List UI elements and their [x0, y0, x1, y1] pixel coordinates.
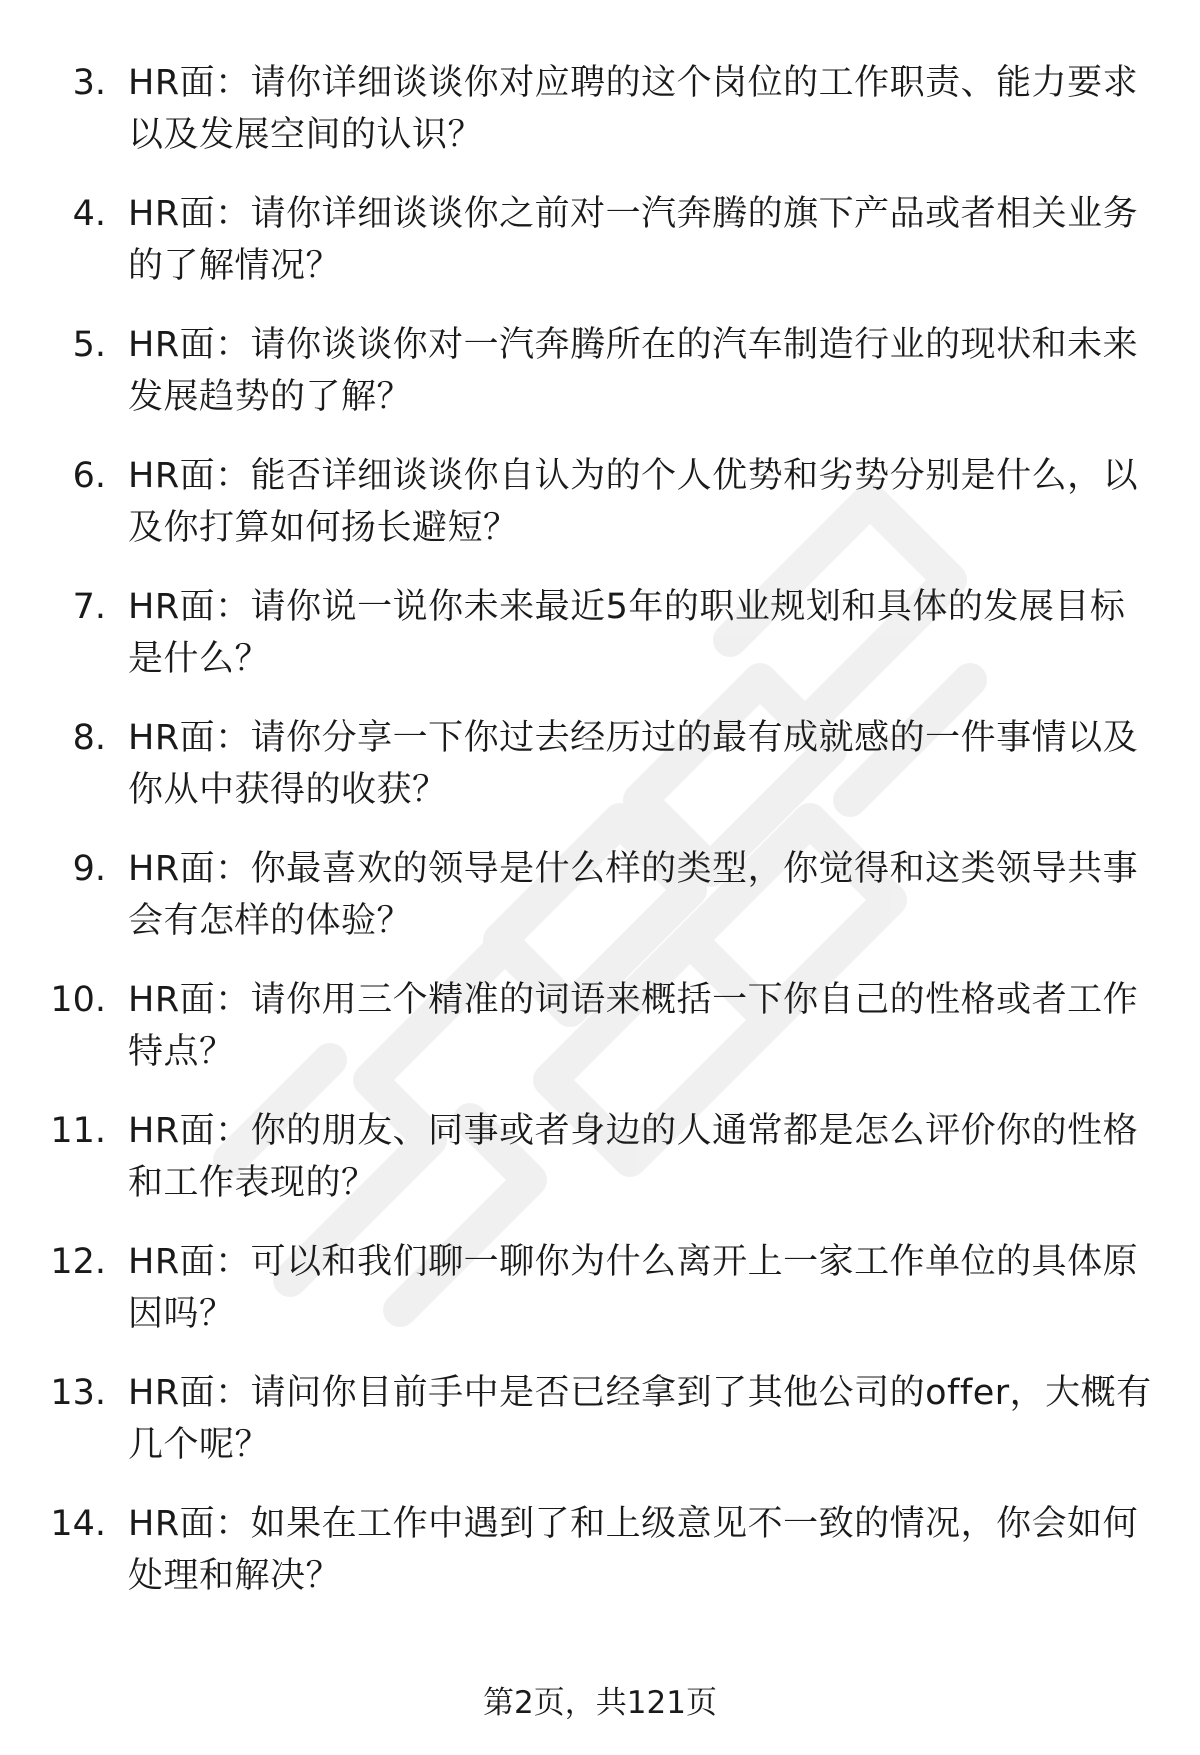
- question-number: 7.: [72, 587, 106, 627]
- question-text: HR面：可以和我们聊一聊你为什么离开上一家工作单位的具体原因吗？: [128, 1242, 1139, 1334]
- question-item: [0, 319, 1200, 450]
- question-text: HR面：请你分享一下你过去经历过的最有成就感的一件事情以及你从中获得的收获？: [128, 718, 1139, 810]
- question-item: [0, 581, 1200, 712]
- question-text: HR面：能否详细谈谈你自认为的个人优势和劣势分别是什么，以及你打算如何扬长避短？: [128, 456, 1139, 548]
- question-item: [0, 712, 1200, 843]
- question-number: 5.: [72, 325, 106, 365]
- question-number: 6.: [72, 456, 106, 496]
- question-text: HR面：请你用三个精准的词语来概括一下你自己的性格或者工作特点？: [128, 980, 1139, 1072]
- question-number: 13.: [50, 1373, 106, 1413]
- question-text: HR面：请问你目前手中是否已经拿到了其他公司的offer，大概有几个呢？: [128, 1373, 1152, 1465]
- question-number: 12.: [50, 1242, 106, 1282]
- question-text: HR面：请你谈谈你对一汽奔腾所在的汽车制造行业的现状和未来发展趋势的了解？: [128, 325, 1139, 417]
- page-footer: 第2页，共121页: [483, 1685, 717, 1721]
- question-list: [0, 57, 1200, 1629]
- question-text: HR面：你的朋友、同事或者身边的人通常都是怎么评价你的性格和工作表现的？: [128, 1111, 1139, 1203]
- question-item: [0, 974, 1200, 1105]
- question-text: HR面：如果在工作中遇到了和上级意见不一致的情况，你会如何处理和解决？: [128, 1504, 1139, 1596]
- question-item: [0, 1105, 1200, 1236]
- question-item: [0, 450, 1200, 581]
- question-number: 10.: [50, 980, 106, 1020]
- question-item: [0, 843, 1200, 974]
- question-text: HR面：请你说一说你未来最近5年的职业规划和具体的发展目标是什么？: [128, 587, 1126, 679]
- question-number: 14.: [50, 1504, 106, 1544]
- question-number: 4.: [72, 194, 106, 234]
- question-item: [0, 1367, 1200, 1498]
- question-text: HR面：请你详细谈谈你之前对一汽奔腾的旗下产品或者相关业务的了解情况？: [128, 194, 1139, 286]
- question-item: [0, 57, 1200, 188]
- question-number: 3.: [72, 63, 106, 103]
- question-number: 8.: [72, 718, 106, 758]
- question-number: 11.: [50, 1111, 106, 1151]
- question-item: [0, 1236, 1200, 1367]
- question-text: HR面：你最喜欢的领导是什么样的类型，你觉得和这类领导共事会有怎样的体验？: [128, 849, 1139, 941]
- question-item: [0, 1498, 1200, 1629]
- question-number: 9.: [72, 849, 106, 889]
- question-text: HR面：请你详细谈谈你对应聘的这个岗位的工作职责、能力要求以及发展空间的认识？: [128, 63, 1139, 155]
- question-item: [0, 188, 1200, 319]
